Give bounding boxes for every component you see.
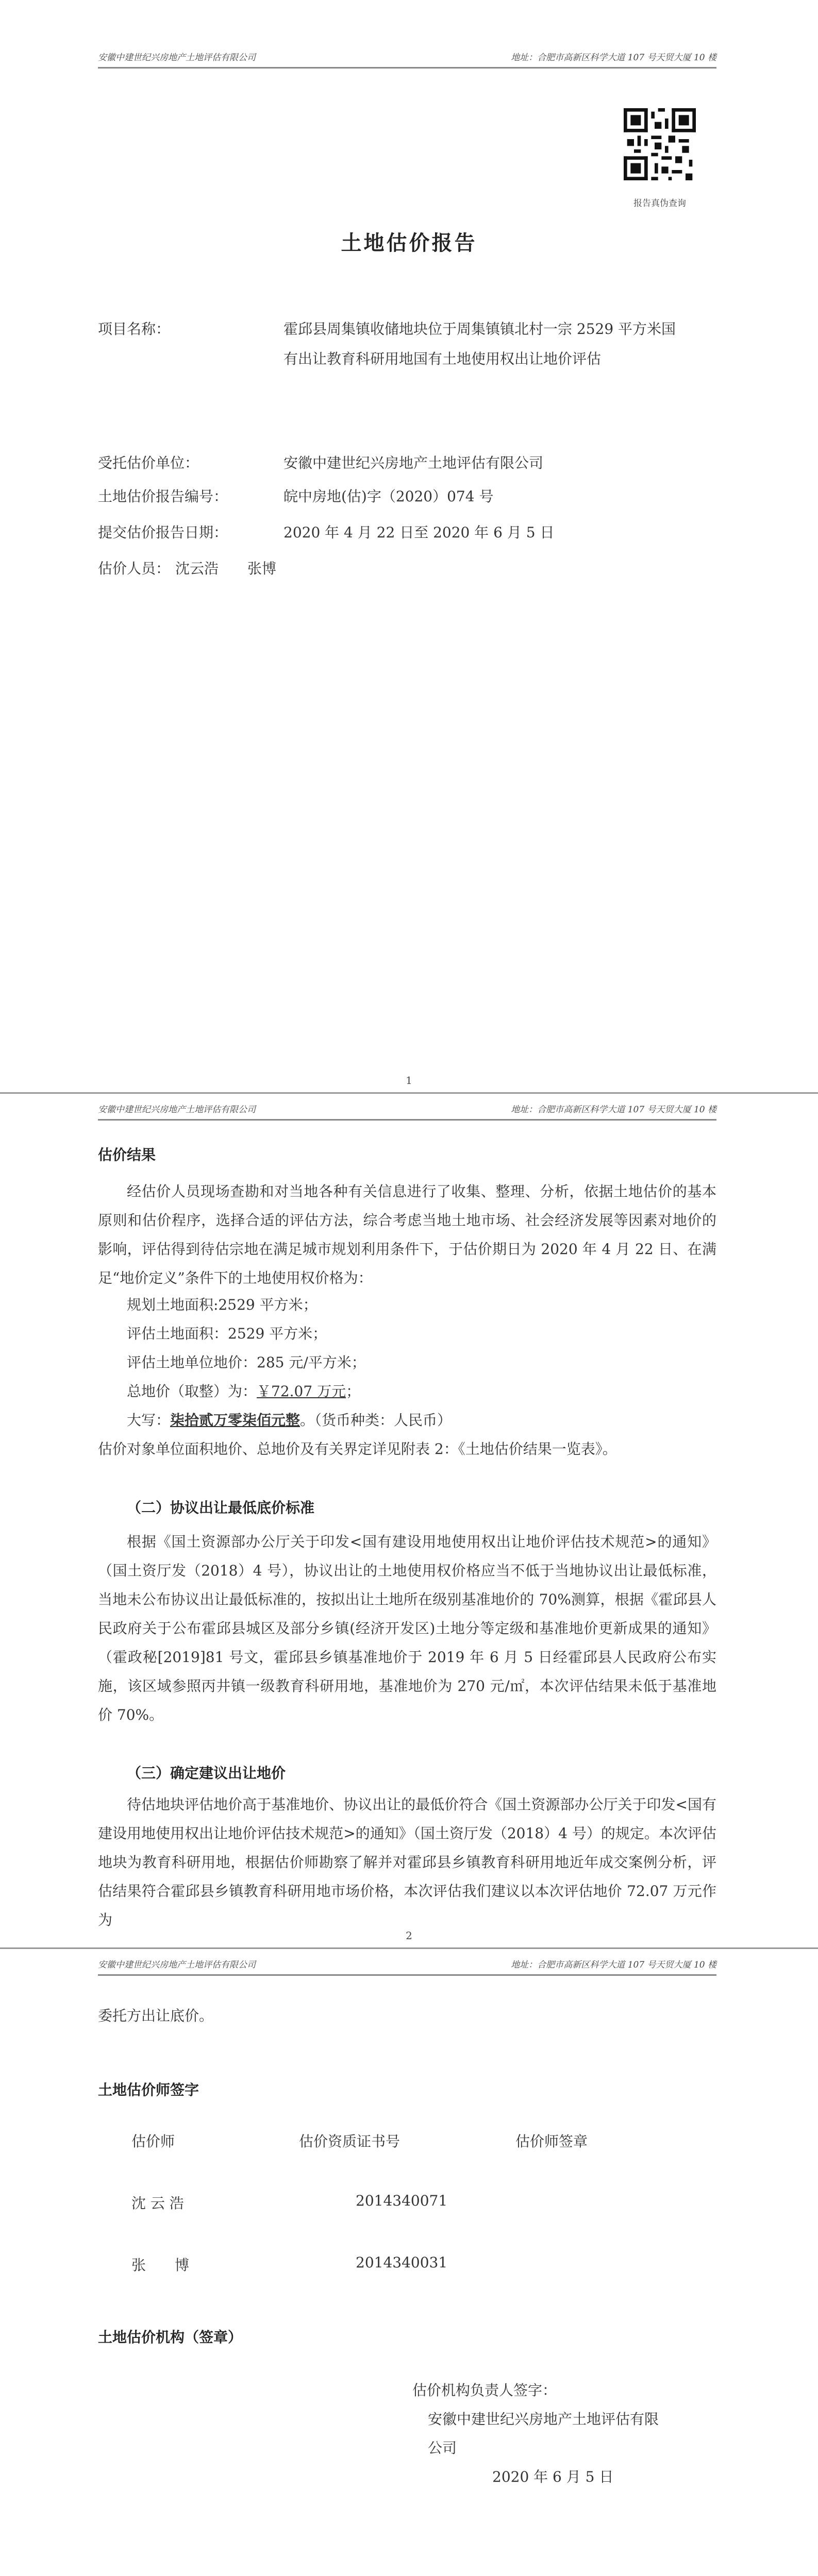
- appraisers-value: 沈云浩 张博: [175, 560, 277, 577]
- page-separator: [0, 1947, 818, 1949]
- header-address: 地址：合肥市高新区科学大道 107 号天贸大厦 10 楼: [511, 53, 716, 63]
- org-sign-date: 2020 年 6 月 5 日: [492, 2468, 614, 2485]
- capital-end: 。（货币种类：人民币）: [300, 1412, 452, 1429]
- header-company: 安徽中建世纪兴房地产土地评估有限公司: [98, 53, 256, 63]
- result-intro: 经估价人员现场查勘和对当地各种有关信息进行了收集、整理、分析，依据土地估价的基本原则和估价程序，选择合适的评估方法，综合考虑当地土地市场、社会经济发展等因素对地价的影响，评估得到待估宗地在满足城市规划利用条件下，于估价期日为 2020 年 4 月 22 日、在满足“地价定义”条件下的土地使用权价格为：: [98, 1183, 716, 1286]
- page-number-2: 2: [406, 1929, 412, 1942]
- project-key: 项目名称：: [98, 320, 171, 337]
- sec2-heading: （二）协议出让最低底价标准: [127, 1499, 315, 1516]
- total-end: ；: [346, 1383, 361, 1400]
- page3-header: [98, 1953, 716, 1976]
- total-capital: [127, 1406, 452, 1435]
- org-value: 安徽中建世纪兴房地产土地评估有限公司: [283, 454, 544, 471]
- org-name-line2: 公司: [428, 2439, 457, 2456]
- org-head-sign: 估价机构负责人签字：: [412, 2382, 557, 2399]
- org-key: 受托估价单位：: [98, 454, 199, 471]
- assessed-area: 评估土地面积：2529 平方米；: [127, 1325, 327, 1342]
- org-sign-heading: 土地估价机构（签章）: [98, 2329, 243, 2346]
- total-value: ￥72.07 万元: [257, 1383, 346, 1400]
- capital-value: 柒拾贰万零柒佰元整: [170, 1412, 301, 1429]
- capital-label: 大写：: [127, 1412, 171, 1429]
- page-separator: [0, 1092, 818, 1094]
- appraisers-key: 估价人员：: [98, 560, 171, 577]
- total-label: 总地价（取整）为：: [127, 1383, 257, 1400]
- appraiser-cert: 2014340031: [356, 2254, 448, 2271]
- sec2-body: 根据《国土资源部办公厅关于印发<国有建设用地使用权出让地价评估技术规范>的通知》（国土资厅发（2018）4 号），协议出让的土地使用权价格应当不低于当地协议出让最低标准，当地未公布协议出让最低标准的，按拟出让土地所在级别基准地价的 70%测算，根据《霍邱县人民政府关于公布霍邱县城区及部分乡镇(经济开发区)土地分等定级和基准地价更新成果的通知》（霍政秘[2019]81 号文，霍邱县乡镇基准地价于 2019 年 6 月 5 日经霍邱县人民政府公布实施，该区域参照丙井镇一级教育科研用地，基准地价为 270 元/㎡，本次评估结果未低于基准地价 70%。: [98, 1533, 716, 1723]
- project-value: 霍邱县周集镇收储地块位于周集镇镇北村一宗 2529 平方米国有出让教育科研用地国有土地使用权出让地价评估: [283, 320, 676, 367]
- date-key: 提交估价报告日期：: [98, 524, 228, 541]
- org-name-line1: 安徽中建世纪兴房地产土地评估有限: [428, 2411, 659, 2428]
- appraiser-name: 沈 云 浩: [131, 2195, 184, 2212]
- report-no-value: 皖中房地(估)字（2020）074 号: [283, 488, 494, 505]
- col-appraiser: 估价师: [131, 2133, 175, 2150]
- col-seal: 估价师签章: [515, 2133, 588, 2150]
- page1-header: [98, 45, 716, 69]
- report-no-key: 土地估价报告编号：: [98, 488, 228, 505]
- appraiser-name: 张 博: [131, 2257, 190, 2274]
- header-company: 安徽中建世纪兴房地产土地评估有限公司: [98, 1105, 256, 1115]
- unit-price: 评估土地单位地价：285 元/平方米；: [127, 1354, 366, 1371]
- qr-code[interactable]: [624, 108, 696, 185]
- signatures-heading: 土地估价师签字: [98, 2081, 199, 2098]
- page2-header: [98, 1097, 716, 1121]
- sec3-heading: （三）确定建议出让地价: [127, 1765, 286, 1782]
- header-address: 地址：合肥市高新区科学大道 107 号天贸大厦 10 楼: [511, 1960, 716, 1970]
- total-price: [127, 1377, 360, 1406]
- appraiser-cert: 2014340071: [356, 2192, 448, 2209]
- header-company: 安徽中建世纪兴房地产土地评估有限公司: [98, 1960, 256, 1970]
- page-number-1: 1: [406, 1074, 412, 1087]
- date-value: 2020 年 4 月 22 日至 2020 年 6 月 5 日: [283, 524, 555, 541]
- sec3-continued: 委托方出让底价。: [98, 2007, 214, 2024]
- report-title: 土地估价报告: [341, 231, 477, 255]
- result-detail: 估价对象单位面积地价、总地价及有关界定详见附表 2：《土地估价结果一览表》。: [98, 1440, 617, 1458]
- sec3-body: 待估地块评估地价高于基准地价、协议出让的最低价符合《国土资源部办公厅关于印发<国有建设用地使用权出让地价评估技术规范>的通知》（国土资厅发（2018）4 号）的规定。本次评估地块为教育科研用地，根据估价师勘察了解并对霍邱县乡镇教育科研用地近年成交案例分析，评估结果符合霍邱县乡镇教育科研用地市场价格，本次评估我们建议以本次评估地价 72.07 万元作为: [98, 1796, 716, 1928]
- qr-caption: 报告真伪查询: [633, 198, 686, 209]
- col-cert: 估价资质证书号: [299, 2133, 400, 2150]
- planned-area: 规划土地面积:2529 平方米；: [127, 1296, 318, 1313]
- qr-code-icon: [624, 108, 696, 180]
- header-address: 地址：合肥市高新区科学大道 107 号天贸大厦 10 楼: [511, 1105, 716, 1115]
- result-heading: 估价结果: [98, 1146, 156, 1163]
